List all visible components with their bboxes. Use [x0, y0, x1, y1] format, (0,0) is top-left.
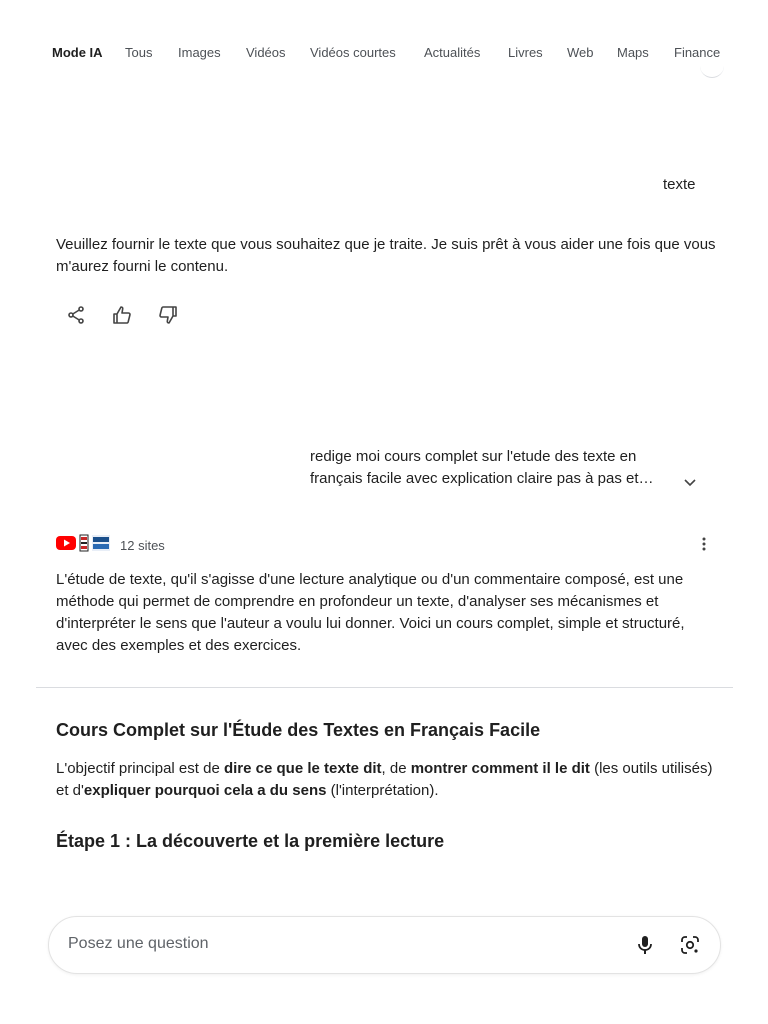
user-message-line-2: français facile avec explication claire pas à pas et…	[310, 470, 654, 487]
tab-videos-courtes[interactable]: Vidéos courtes	[310, 45, 396, 60]
tab-actualites[interactable]: Actualités	[424, 45, 481, 60]
user-message-line-1: redige moi cours complet sur l'etude des texte en	[310, 448, 637, 465]
chevron-down-icon[interactable]	[682, 474, 698, 490]
tab-videos[interactable]: Vidéos	[246, 45, 286, 60]
tab-web[interactable]: Web	[567, 45, 594, 60]
site-favicon-icon	[92, 535, 110, 556]
search-tabs	[0, 0, 768, 96]
user-message: texte	[663, 176, 696, 193]
sources-row[interactable]	[56, 534, 165, 556]
thumbs-down-icon[interactable]	[156, 303, 180, 327]
objective-bold-text: montrer comment il le dit	[410, 760, 590, 777]
more-vert-icon[interactable]	[694, 534, 714, 554]
ai-response-text: Veuillez fournir le texte que vous souhaitez que je traite. Je suis prêt à vous aider une fois que vous m'aurez fourni le contenu.	[56, 236, 716, 275]
objective-text: (les outils utilisés) et d'	[56, 760, 713, 799]
tab-finance[interactable]: Finance	[674, 45, 721, 60]
thumbs-up-icon[interactable]	[110, 303, 134, 327]
objective-text: L'objectif principal est de	[56, 760, 224, 777]
google-lens-icon[interactable]	[679, 934, 701, 956]
section-heading: Cours Complet sur l'Étude des Textes en Français Facile	[56, 720, 541, 740]
divider	[36, 687, 733, 688]
step-heading: Étape 1 : La découverte et la première lecture	[56, 831, 445, 851]
mic-icon[interactable]	[634, 934, 656, 956]
objective-text: (l'interprétation).	[326, 782, 439, 799]
response-actions	[64, 303, 180, 327]
question-input-placeholder: Posez une question	[68, 935, 209, 952]
source-favicons	[56, 534, 110, 557]
share-icon[interactable]	[64, 303, 88, 327]
sources-count: 12 sites	[120, 537, 165, 553]
objective-bold-text: dire ce que le texte dit	[223, 760, 382, 777]
tab-mode-ia[interactable]: Mode IA	[52, 45, 103, 60]
tab-maps[interactable]: Maps	[617, 45, 649, 60]
ai-response-intro: L'étude de texte, qu'il s'agisse d'une lecture analytique ou d'un commentaire composé, est une méthode qui permet de comprendre en profondeur un texte, d'analyser ses mécanismes et d'interpréter le sens que l'auteur a voulu lui donner. Voici un cours complet, simple et structuré, avec des exemples et des exercices.	[56, 571, 685, 654]
tab-livres[interactable]: Livres	[508, 45, 543, 60]
objective-bold-text: expliquer pourquoi cela a du sens	[83, 782, 327, 799]
tab-images[interactable]: Images	[178, 45, 221, 60]
question-input[interactable]	[48, 916, 721, 974]
objective-paragraph	[56, 758, 716, 802]
youtube-icon	[56, 535, 76, 556]
site-favicon-icon	[78, 534, 90, 557]
objective-text: , de	[381, 760, 411, 777]
tab-tous[interactable]: Tous	[125, 45, 153, 60]
